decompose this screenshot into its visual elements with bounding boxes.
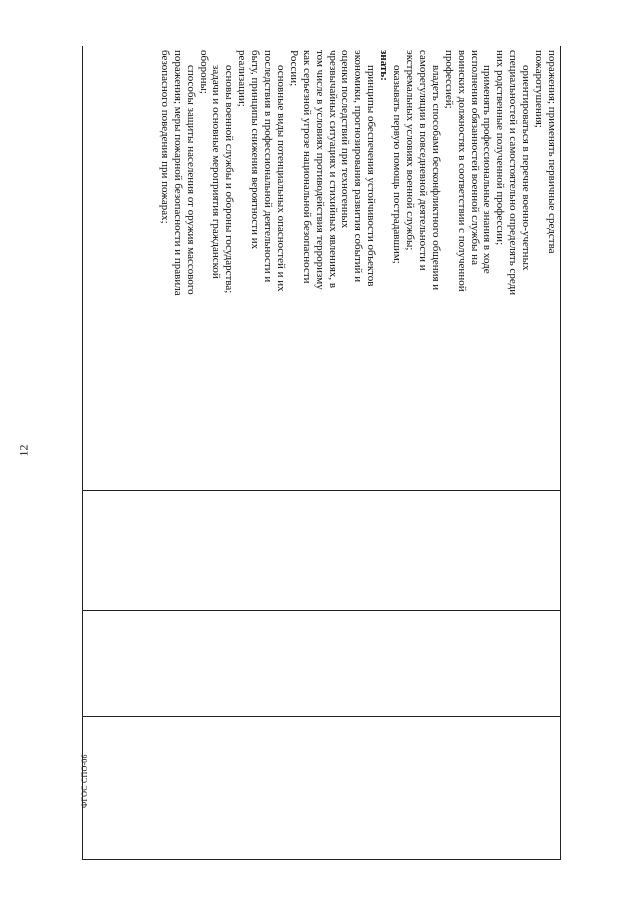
text-line: обороны; bbox=[197, 50, 210, 94]
table-cell-requirements bbox=[83, 46, 560, 490]
text-line: применять профессиональные знания в ходе bbox=[481, 65, 494, 274]
text-line: задачи и основные мероприятия гражданской bbox=[210, 65, 223, 279]
page-number: 12 bbox=[16, 444, 31, 457]
text-line: воинских должностях в соответствии с полученной bbox=[455, 50, 468, 292]
text-line: чрезвычайных ситуациях и стихийных явлениях, в bbox=[326, 50, 339, 289]
text-line: способы защиты населения от оружия массового bbox=[184, 65, 197, 295]
text-line: владеть способами бесконфликтного общения и bbox=[429, 65, 442, 291]
text-line: саморегуляции в повседневной деятельности и bbox=[416, 50, 429, 271]
text-line: знать: bbox=[378, 50, 391, 81]
text-line: как серьезной угрозе национальной безопасности bbox=[300, 50, 313, 284]
text-line: основные виды потенциальных опасностей и их bbox=[274, 65, 287, 292]
standard-code-footer: ФГОС СПО-06 bbox=[80, 754, 89, 808]
curriculum-table bbox=[82, 46, 561, 860]
text-line: безопасного поведения при пожарах; bbox=[158, 50, 171, 224]
text-line: экономики, прогнозирования развития событий и bbox=[352, 50, 365, 283]
text-line: поражения; применять первичные средства bbox=[546, 50, 558, 254]
text-line: специальностей и самостоятельно определять среди bbox=[507, 50, 520, 296]
requirements-text bbox=[158, 50, 558, 486]
text-line: них родственные полученной профессии; bbox=[494, 50, 507, 246]
text-line: оказывать первую помощь пострадавшим; bbox=[391, 65, 404, 264]
text-line: исполнения обязанностей военной службы на bbox=[468, 50, 481, 265]
text-line: экстремальных условиях военной службы; bbox=[404, 50, 417, 251]
text-line: поражения; меры пожарной безопасности и правила bbox=[171, 50, 184, 296]
text-line: том числе в условиях противодействия терроризму bbox=[313, 50, 326, 290]
text-line: последствия в профессиональной деятельности и bbox=[262, 50, 275, 283]
text-line: реализации; bbox=[236, 50, 249, 107]
text-line: ориентироваться в перечне военно-учетных bbox=[520, 65, 533, 271]
table-cell-empty-2 bbox=[83, 490, 560, 610]
text-line: России; bbox=[287, 50, 300, 87]
text-line: профессией; bbox=[442, 50, 455, 109]
table-cell-empty-3 bbox=[83, 610, 560, 716]
text-line: принципы обеспечения устойчивости объектов bbox=[365, 65, 378, 287]
text-line: пожаротушения; bbox=[533, 50, 546, 128]
text-line: оценки последствий при техногенных bbox=[339, 50, 352, 229]
text-line: быту, принципы снижения вероятности их bbox=[249, 50, 262, 250]
table-cell-empty-4 bbox=[83, 716, 560, 860]
text-line: основы военной службы и обороны государства; bbox=[223, 65, 236, 294]
